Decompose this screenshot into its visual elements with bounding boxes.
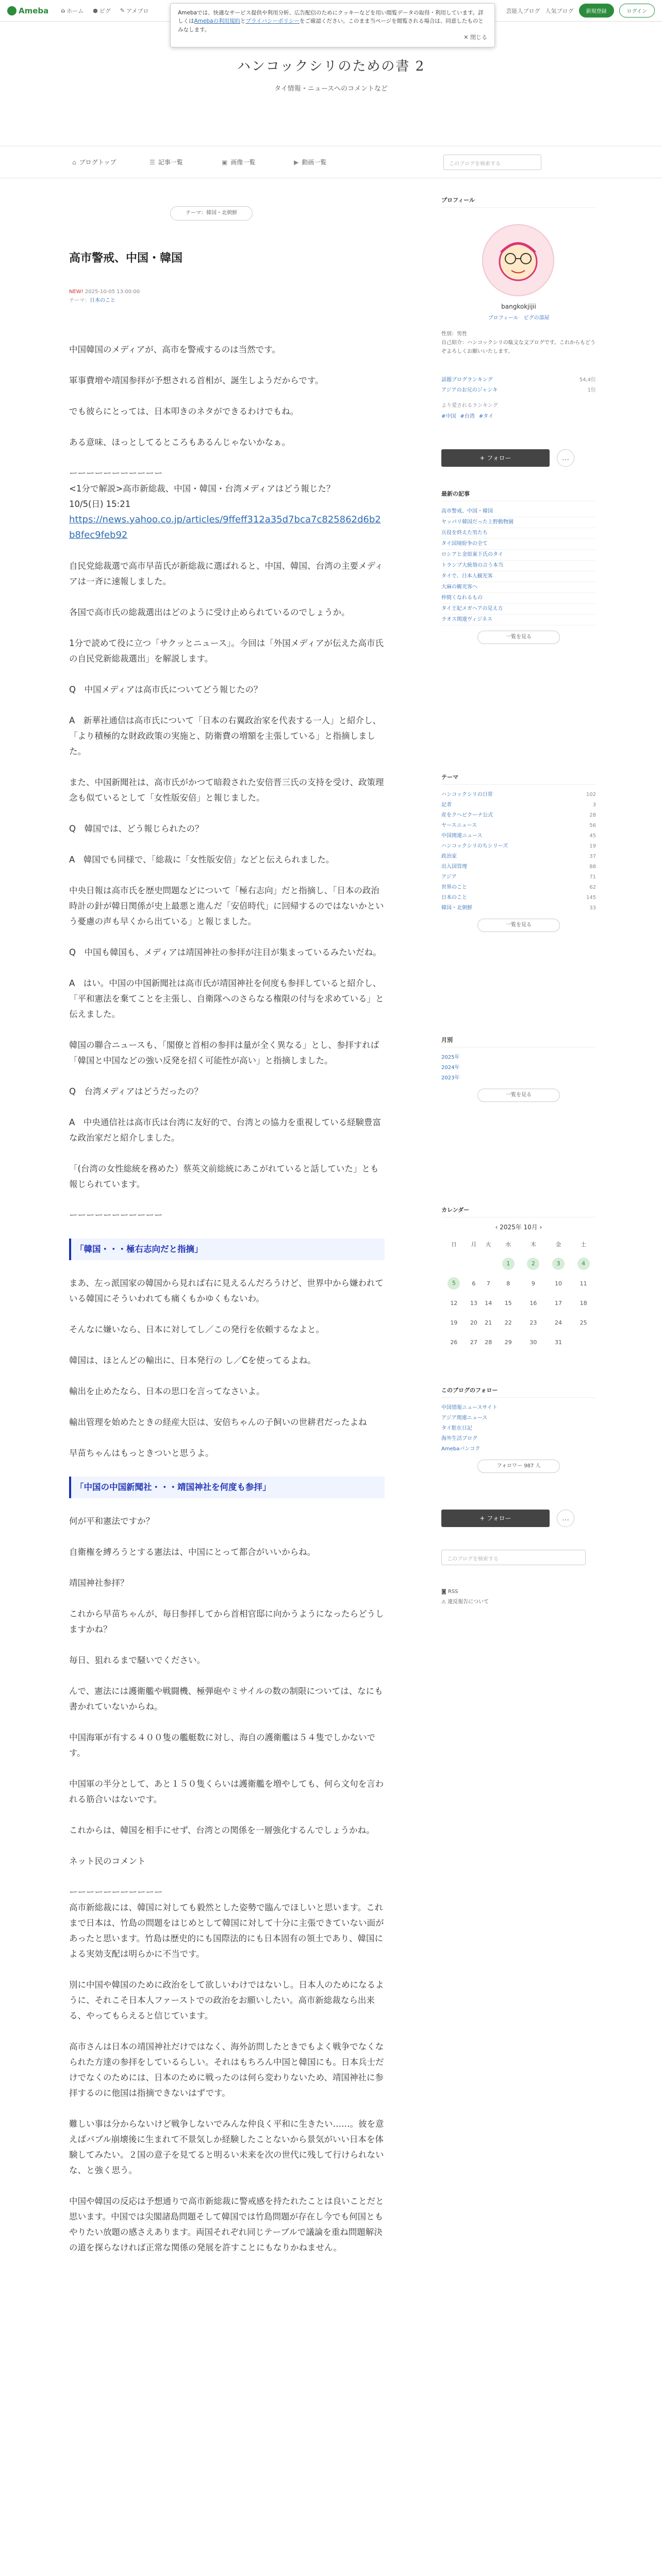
prev-month-icon[interactable]: ‹ bbox=[495, 1224, 500, 1231]
archive-list: 月別 2025年 2024年 2023年 一覧を見る bbox=[441, 1036, 596, 1102]
calendar-day: 21 bbox=[485, 1319, 492, 1326]
archive-link[interactable]: 2023年 bbox=[441, 1075, 460, 1081]
post-paragraph: 中国韓国のメディアが、高市を警戒するのは当然です。 bbox=[69, 345, 280, 354]
post-theme-link[interactable]: 日本のこと bbox=[90, 298, 115, 303]
post-paragraph: でも彼らにとっては、日本叩きのネタができるわけでもね。 bbox=[69, 406, 299, 416]
ranking-row[interactable]: アジアのお兄のジャンキ 1位 bbox=[441, 387, 596, 393]
post-paragraph: ある意味、ほっとしてるところもあるんじゃないかなぁ。 bbox=[69, 437, 290, 447]
nav-pigg[interactable]: ● ピグ bbox=[93, 7, 111, 14]
calendar-day[interactable]: 4 bbox=[571, 1254, 596, 1274]
pigg-icon: ● bbox=[93, 7, 98, 14]
quote-paragraph: 自民党総裁選で高市早苗氏が新総裁に選ばれると、中国、韓国、台湾の主要メディアは一斉に速報しました。 bbox=[69, 561, 384, 586]
theme-link[interactable]: 記者 3 bbox=[441, 802, 596, 808]
home-icon: ⌂ bbox=[61, 7, 65, 14]
rss-link[interactable]: ◙ RSS bbox=[441, 1589, 458, 1595]
comment-paragraph: 自衛権を縛ろうとする憲法は、中国にとって都合がいいからね。 bbox=[69, 1547, 316, 1557]
nav-entry-list[interactable]: ☰ 記事一覧 bbox=[150, 158, 183, 166]
rss-icon: ◙ bbox=[441, 1589, 448, 1595]
quote-paragraph: 中央日報は高市氏を歴史問題などについて「極右志向」だと指摘し、「日本の政治時計の針が韓日関係が史上最悪と進んだ「安倍時代」に回帰するのではないかという憂慮の声も早くから出ている」と報じました。 bbox=[69, 886, 384, 926]
recent-entry-link[interactable]: タイで、日本人観光客 bbox=[441, 571, 596, 582]
calendar-day: 17 bbox=[554, 1299, 562, 1307]
post-title: 高市警戒、中国・韓国 bbox=[69, 252, 183, 265]
signup-button[interactable]: 新規登録 bbox=[579, 4, 614, 18]
calendar-day: 22 bbox=[504, 1319, 512, 1326]
tag-link[interactable]: #台湾 bbox=[460, 414, 475, 419]
sidebar bbox=[441, 196, 596, 213]
calendar-day: 10 bbox=[554, 1280, 562, 1287]
divider: ーーーーーーーーーーー bbox=[69, 468, 163, 478]
theme-link[interactable]: 韓国・北朝鮮 33 bbox=[441, 905, 596, 911]
comment-paragraph: 輸出を止めたなら、日本の思口を言ってなさいよ。 bbox=[69, 1386, 265, 1396]
quote-paragraph: A 新華社通信は高市氏について「日本の右翼政治家を代表する一人」と紹介し、「より積極的な財政政策の実施と、防衛費の増額を主張している」と指摘しました。 bbox=[69, 716, 381, 756]
comment-paragraph: 輸出管理を始めたときの経産大臣は、安倍ちゃんの子飼いの世耕君だったよね bbox=[69, 1417, 367, 1427]
calendar-weekday: 木 bbox=[530, 1241, 536, 1248]
section-heading: 「韓国・・・極右志向だと指摘」 bbox=[69, 1239, 385, 1260]
quote-paragraph: Q 韓国では、どう報じられたの？ bbox=[69, 824, 204, 834]
new-badge: NEW! bbox=[69, 289, 84, 295]
calendar-day: 13 bbox=[470, 1299, 477, 1307]
quote-paragraph: 各国で高市氏の総裁選出はどのように受け止められているのでしょうか。 bbox=[69, 607, 350, 617]
calendar-weekday: 土 bbox=[581, 1241, 587, 1248]
calendar-weekday: 金 bbox=[555, 1241, 561, 1248]
calendar-month: ‹ 2025年 10月 › bbox=[495, 1224, 542, 1231]
quote-paragraph: Q 中国メディアは高市氏についてどう報じたの？ bbox=[69, 685, 262, 694]
calendar-day: 27 bbox=[470, 1338, 477, 1346]
archive-link[interactable]: 2024年 bbox=[441, 1065, 460, 1071]
calendar-weekday: 水 bbox=[505, 1241, 511, 1248]
recent-entry-link[interactable]: ラオス関連ヴィジネス bbox=[441, 615, 596, 625]
blog-search-input[interactable]: このブログを検索する bbox=[443, 155, 541, 170]
calendar-weekday: 月 bbox=[471, 1241, 477, 1248]
ameba-logo[interactable]: Ameba bbox=[7, 6, 48, 15]
netizen-comment: 中国や韓国の反応は予想通りで高市新総裁に警戒感を持たれたことは良いことだと思います。中国では尖閣諸島問題そして韓国では竹島問題が存在し今でも何国ともやりたい放題の感さえあります。両国それぞれ同じテーブルで議論を重ね問題解決の道を探らなければ正常な関係の発展を許すことにもなりかねません。 bbox=[69, 2196, 384, 2252]
celebrity-blog-link[interactable]: 芸能人ブログ bbox=[506, 7, 540, 14]
calendar-day: 31 bbox=[554, 1338, 562, 1346]
calendar-day: 14 bbox=[485, 1299, 492, 1307]
profile-gender: 性別：男性 bbox=[441, 331, 467, 337]
theme-link[interactable]: ハンコックシリの日常 102 bbox=[441, 792, 596, 798]
calendar-day: 20 bbox=[470, 1319, 477, 1326]
follow-button[interactable]: + フォロー bbox=[441, 449, 550, 467]
comment-paragraph: そんなに嫌いなら、日本に対してし／この発行を依頼するなよと。 bbox=[69, 1325, 324, 1334]
warning-icon: ⚠ bbox=[441, 1599, 448, 1605]
quote-paragraph: A 中央通信社は高市氏は台湾に友好的で、台湾との協力を重視している経験豊富な政治家だと紹介しました。 bbox=[69, 1117, 381, 1143]
theme-more-button[interactable]: 一覧を見る bbox=[477, 919, 560, 932]
netizen-comment: 難しい事は分からないけど戦争しないでみんな仲良く平和に生きたい……。彼を意えばバブル崩壊後に生まれて不景気しか経験したことないから景気がいい日本を体験してみたい。２国の意子を見てると明るい未来を次の世代に残して行けられないな、と強く思う。 bbox=[69, 2119, 384, 2175]
profile-heading: プロフィール bbox=[441, 196, 596, 208]
post-meta: NEW! 2025-10-05 13:00:00 テーマ：日本のこと bbox=[69, 289, 140, 303]
article-title: <1分で解説>高市新総裁、中国・韓国・台湾メディアはどう報じた？ bbox=[69, 484, 335, 494]
calendar: カレンダー ‹ 2025年 10月 › 日 月 火 水 木 金 土 1 2 3 4 5 6 7 8 9 10 11 12 13 14 15 16 17 18 19 20 21 22 23 24 25 26 27 28 29 30 31 bbox=[441, 1206, 596, 1352]
quote-paragraph: また、中国新聞社は、高市氏がかつて暗殺された安倍晋三氏の支持を受け、政策理念も似ているとして「女性版安倍」と報じました。 bbox=[69, 777, 384, 803]
nav-video-list[interactable]: ▶ 動画一覧 bbox=[294, 158, 327, 166]
calendar-day: 29 bbox=[504, 1338, 512, 1346]
quote-paragraph: 「(台湾の女性総統を務めた）蔡英文前総統にあこがれていると話していた」とも報じられています。 bbox=[69, 1164, 379, 1189]
nav-home[interactable]: ⌂ ホーム bbox=[61, 7, 84, 14]
recent-entry-link[interactable]: ヤッパリ韓国だった上野動物園 bbox=[441, 517, 596, 528]
calendar-day: 11 bbox=[580, 1280, 587, 1287]
followed-blog-link[interactable]: 海外生活ブログ bbox=[441, 1436, 477, 1442]
quote-paragraph: A はい。中国の中国新聞社は高市氏が靖国神社を何度も参拝していると紹介し、「平和憲法を棄てことを主張し、自衛隊へのさらなる権限の付与を求めている」と伝えました。 bbox=[69, 978, 384, 1019]
cookie-banner: Amebaでは、快適なサービス提供や利用分析、広告配信のためにクッキーなどを用い閲覧データの取得・利用しています。詳しくはAmebaの利用規約とプライバシーポリシーをご確認ください。このまま当ページを閲覧される場合は、同意したものとみなします。 ✕ 閉じる bbox=[170, 3, 495, 47]
theme-link[interactable]: 世界のこと 62 bbox=[441, 885, 596, 890]
netizen-comment: 高市さんは日本の靖国神社だけではなく、海外訪問したときでもよく戦争でなくなられた方達の参拝をしているらしい。それはもちろん中国と韓国にも。日本兵士だけでなくのためには、日本のために戦ったのは何ら変わりないため、靖国神社に参拝するのに他国は指摘できないはずです。 bbox=[69, 2042, 384, 2098]
comment-paragraph: 中国軍の半分として、あと１５０隻くらいは護衛艦を増やしても、何ら文句を言われる筋合いはないです。 bbox=[69, 1779, 384, 1804]
comment-paragraph: 中国海軍が有する４００隻の艦艇数に対し、海自の護衛艦は５４隻でしかないです。 bbox=[69, 1733, 375, 1758]
image-icon: ▣ bbox=[222, 158, 228, 166]
tag-link[interactable]: #中国 bbox=[441, 414, 456, 419]
article-link[interactable]: https://news.yahoo.co.jp/articles/9ffeff312a35d7bca7c825862d6b2b8fec9feb92 bbox=[69, 514, 381, 540]
nav-blog-top[interactable]: ⌂ ブログトップ bbox=[72, 158, 117, 166]
calendar-day: 28 bbox=[485, 1338, 492, 1346]
list-icon: ☰ bbox=[150, 158, 155, 166]
theme-link[interactable]: 中国関連ニュース 45 bbox=[441, 833, 596, 839]
divider: ーーーーーーーーーーー bbox=[69, 1887, 163, 1897]
followed-blog-link[interactable]: 中国情報ニュースサイト bbox=[441, 1405, 498, 1411]
archive-more-button[interactable]: 一覧を見る bbox=[477, 1089, 560, 1102]
recent-more-button[interactable]: 一覧を見る bbox=[477, 631, 560, 644]
theme-link[interactable]: アジア 71 bbox=[441, 874, 596, 880]
recent-entry-link[interactable]: ロシアと金原東下氏のタイ bbox=[441, 550, 596, 561]
calendar-day[interactable]: 1 bbox=[495, 1254, 521, 1274]
recent-entries: 最新の記事 高市警戒、中国・韓国 ヤッパリ韓国だった上野動物園 兵役を終えた男たち タイ国境紛争の全て ロシアと金原東下氏のタイ トランプ大統領の言う本当 タイで、日本人観光客 大麻の観光客へ 仲間くなれるもの タイ王妃メガヘアの見え方 ラオス関連ヴィジネス 一覧を見る bbox=[441, 489, 596, 644]
theme-link[interactable]: 政治家 37 bbox=[441, 854, 596, 859]
calendar-day: 30 bbox=[529, 1338, 537, 1346]
avatar[interactable] bbox=[482, 224, 554, 296]
calendar-day: 8 bbox=[506, 1280, 510, 1287]
comment-paragraph: これからは、韓国を相手にせず、台湾との関係を一層強化するんでしょうかね。 bbox=[69, 1825, 375, 1835]
section-heading: 「中国の中国新聞社・・・靖国神社を何度も参拝」 bbox=[69, 1477, 385, 1498]
quote-paragraph: Q 台湾メディアはどうだったの？ bbox=[69, 1087, 203, 1096]
netizen-comment: 別に中国や韓国のために政治をして欲しいわけではないし。日本人のためになるように、それこそ日本人ファーストでの政治をお願いしたい。高市新総裁なら出来る、やってもらえると信じています。 bbox=[69, 1980, 384, 2021]
recent-entry-link[interactable]: 仲間くなれるもの bbox=[441, 593, 596, 604]
calendar-weekday: 火 bbox=[485, 1241, 491, 1248]
profile-name[interactable]: bangkokjijii bbox=[501, 303, 536, 310]
profile-link[interactable]: プロフィール bbox=[488, 315, 519, 321]
ranking-note: より愛されるランキング bbox=[441, 403, 498, 409]
recent-entry-link[interactable]: 高市警戒、中国・韓国 bbox=[441, 506, 596, 517]
blog-title[interactable]: ハンコックシリのための書 2 bbox=[237, 59, 425, 74]
more-menu-icon[interactable]: … bbox=[557, 1510, 574, 1527]
theme-link[interactable]: 日本のこと 145 bbox=[441, 895, 596, 901]
calendar-day: 15 bbox=[504, 1299, 512, 1307]
comment-paragraph: んで、憲法には護衛艦や戦闘機、極弾砲やミサイルの数の制限については、なにも書かれていないからね。 bbox=[69, 1686, 383, 1711]
followed-blog-link[interactable]: タイ駐在日記 bbox=[441, 1426, 472, 1431]
divider: ーーーーーーーーーーー bbox=[69, 1210, 163, 1220]
netizen-comment: 高市新総裁には、韓国に対しても毅然とした姿勢で臨んでほしいと思います。これまで日本は、竹島の問題をはじめとして韓国に対して十分に主張できていない面があったと思います。竹島は歴史的にも国際法的にも日本固有の領土であり、韓国による実効支配は明らかに不当です。 bbox=[69, 1903, 384, 1959]
theme-link[interactable]: 産をクへピクーナ公式 28 bbox=[441, 812, 596, 818]
comment-paragraph: 毎日、狙れるまで騒いでください。 bbox=[69, 1655, 205, 1665]
quote-paragraph: 韓国の聯合ニュースも、「閣僚と首相の参拝は量が全く異なる」とし、参拝すれば「韓国と中国などの強い反発を招く可能性が高い」と指摘しました。 bbox=[69, 1040, 379, 1065]
calendar-day: 24 bbox=[554, 1319, 562, 1326]
privacy-link[interactable]: プライバシーポリシー bbox=[245, 18, 300, 25]
ranking-row[interactable]: 話題ブログランキング 54,4位 bbox=[441, 377, 596, 383]
calendar-day: 25 bbox=[580, 1319, 587, 1326]
blog-icon: ✎ bbox=[120, 7, 125, 14]
sidebar-search-input[interactable]: このブログを検索する bbox=[441, 1550, 586, 1565]
recent-entry-link[interactable]: トランプ大統領の言う本当 bbox=[441, 561, 596, 571]
post-body bbox=[69, 342, 385, 2271]
theme-link[interactable]: ヤースニュース 56 bbox=[441, 823, 596, 828]
avatar-illustration bbox=[490, 232, 547, 289]
calendar-day[interactable]: 2 bbox=[521, 1254, 546, 1274]
comment-paragraph: 何が平和憲法ですか？ bbox=[69, 1516, 154, 1526]
cookie-close-button[interactable]: ✕ 閉じる bbox=[464, 33, 487, 41]
tag-link[interactable]: #タイ bbox=[478, 414, 493, 419]
archive-link[interactable]: 2025年 bbox=[441, 1055, 460, 1060]
calendar-day: 9 bbox=[531, 1280, 535, 1287]
comment-paragraph: 韓国は、ほとんどの輸出に、日本発行の し／Cを使ってるよね。 bbox=[69, 1355, 316, 1365]
recent-entry-link[interactable]: タイ国境紛争の全て bbox=[441, 539, 596, 550]
calendar-day: 7 bbox=[486, 1280, 490, 1287]
calendar-day: 16 bbox=[529, 1299, 537, 1307]
calendar-day: 12 bbox=[450, 1299, 458, 1307]
calendar-day: 6 bbox=[472, 1280, 476, 1287]
calendar-day[interactable]: 3 bbox=[546, 1254, 571, 1274]
theme-button[interactable]: テーマ：韓国・北朝鮮 bbox=[170, 206, 253, 221]
pigg-room-link[interactable]: ピグの部屋 bbox=[523, 315, 550, 321]
calendar-day: 19 bbox=[450, 1319, 458, 1326]
followed-blogs: このブログのフォロー 中国情報ニュースサイト アジア関連ニュース タイ駐在日記 海外生活ブログ Amebaバンコク フォロワー 987 人 bbox=[441, 1386, 596, 1473]
calendar-day: 23 bbox=[529, 1319, 537, 1326]
follow-button-2[interactable]: + フォロー bbox=[441, 1510, 550, 1527]
comment-paragraph: 靖国神社参拝？ bbox=[69, 1578, 129, 1588]
next-month-icon[interactable]: › bbox=[537, 1224, 542, 1231]
nav-image-list[interactable]: ▣ 画像一覧 bbox=[222, 158, 256, 166]
calendar-day[interactable]: 5 bbox=[441, 1274, 467, 1293]
report-link[interactable]: ⚠ 違反報告について bbox=[441, 1599, 489, 1605]
quote-paragraph: A 韓国でも同様で、「総裁に「女性版安倍」などと伝えられました。 bbox=[69, 855, 335, 865]
quote-paragraph: Q 中国も韓国も、メディアは靖国神社の参拝が注目が集まっているみたいだね。 bbox=[69, 947, 382, 957]
blog-description: タイ情報・ニュースへのコメントなど bbox=[274, 85, 388, 93]
calendar-day: 26 bbox=[450, 1338, 458, 1346]
theme-link[interactable]: ハンコックシリのちシリーズ 19 bbox=[441, 843, 596, 849]
nav-ameblo[interactable]: ✎ アメブロ bbox=[120, 7, 149, 14]
more-menu-icon[interactable]: … bbox=[557, 449, 574, 467]
comment-paragraph: これから早苗ちゃんが、毎日参拝してから首相官邸に向かうようになったらどうしますかね？ bbox=[69, 1609, 384, 1634]
followed-blog-link[interactable]: Amebaバンコク bbox=[441, 1446, 481, 1452]
followed-blog-link[interactable]: アジア関連ニュース bbox=[441, 1415, 488, 1421]
post-date: 2025-10-05 13:00:00 bbox=[85, 289, 140, 295]
home-icon: ⌂ bbox=[72, 158, 76, 166]
recent-entry-link[interactable]: タイ王妃メガヘアの見え方 bbox=[441, 604, 596, 615]
calendar-weekday: 日 bbox=[451, 1241, 457, 1248]
login-button[interactable]: ログイン bbox=[619, 4, 655, 18]
comment-paragraph: まあ、左っ派国家の韓国から見れば右に見えるんだろうけど、世界中から嫌われている韓国にそういわれても痛くもかゆくもないわ。 bbox=[69, 1278, 384, 1303]
blog-nav bbox=[0, 146, 662, 178]
netizen-title: ネット民のコメント bbox=[69, 1856, 146, 1866]
recent-entry-link[interactable]: 兵役を終えた男たち bbox=[441, 528, 596, 539]
article-date: 10/5(日) 15:21 bbox=[69, 499, 131, 509]
video-icon: ▶ bbox=[294, 158, 299, 166]
profile-intro: 自己紹介：ハンコックシリの駄文な文ブログです。これからもどうぞよろしくお願いいたします。 bbox=[441, 340, 595, 354]
follower-count[interactable]: フォロワー 987 人 bbox=[477, 1460, 560, 1473]
popular-blog-link[interactable]: 人気ブログ bbox=[545, 7, 574, 14]
theme-list: テーマ ハンコックシリの日常 102 記者 3 産をクへピクーナ公式 28 ヤースニュース 56 中国関連ニュース 45 ハンコックシリのちシリーズ 19 政治家 37 出入国管理 88 アジア 71 世界のこと 62 日本のこと 145 韓国・北朝鮮 33 一覧を見る bbox=[441, 773, 596, 932]
theme-link[interactable]: 出入国管理 88 bbox=[441, 864, 596, 870]
comment-paragraph: 早苗ちゃんはもっときついと思うよ。 bbox=[69, 1448, 214, 1458]
quote-paragraph: 1分で読めて役に立つ「サクッとニュース」。今回は「外国メディアが伝えた高市氏の自民党新総裁選出」を解説します。 bbox=[69, 638, 384, 664]
calendar-day: 18 bbox=[580, 1299, 587, 1307]
ameba-logo-icon bbox=[7, 6, 16, 15]
terms-link[interactable]: Amebaの利用規約 bbox=[194, 18, 240, 25]
recent-entry-link[interactable]: 大麻の観光客へ bbox=[441, 582, 596, 593]
post-paragraph: 軍事費増や靖国参拝が予想される首相が、誕生しようだからです。 bbox=[69, 376, 324, 385]
